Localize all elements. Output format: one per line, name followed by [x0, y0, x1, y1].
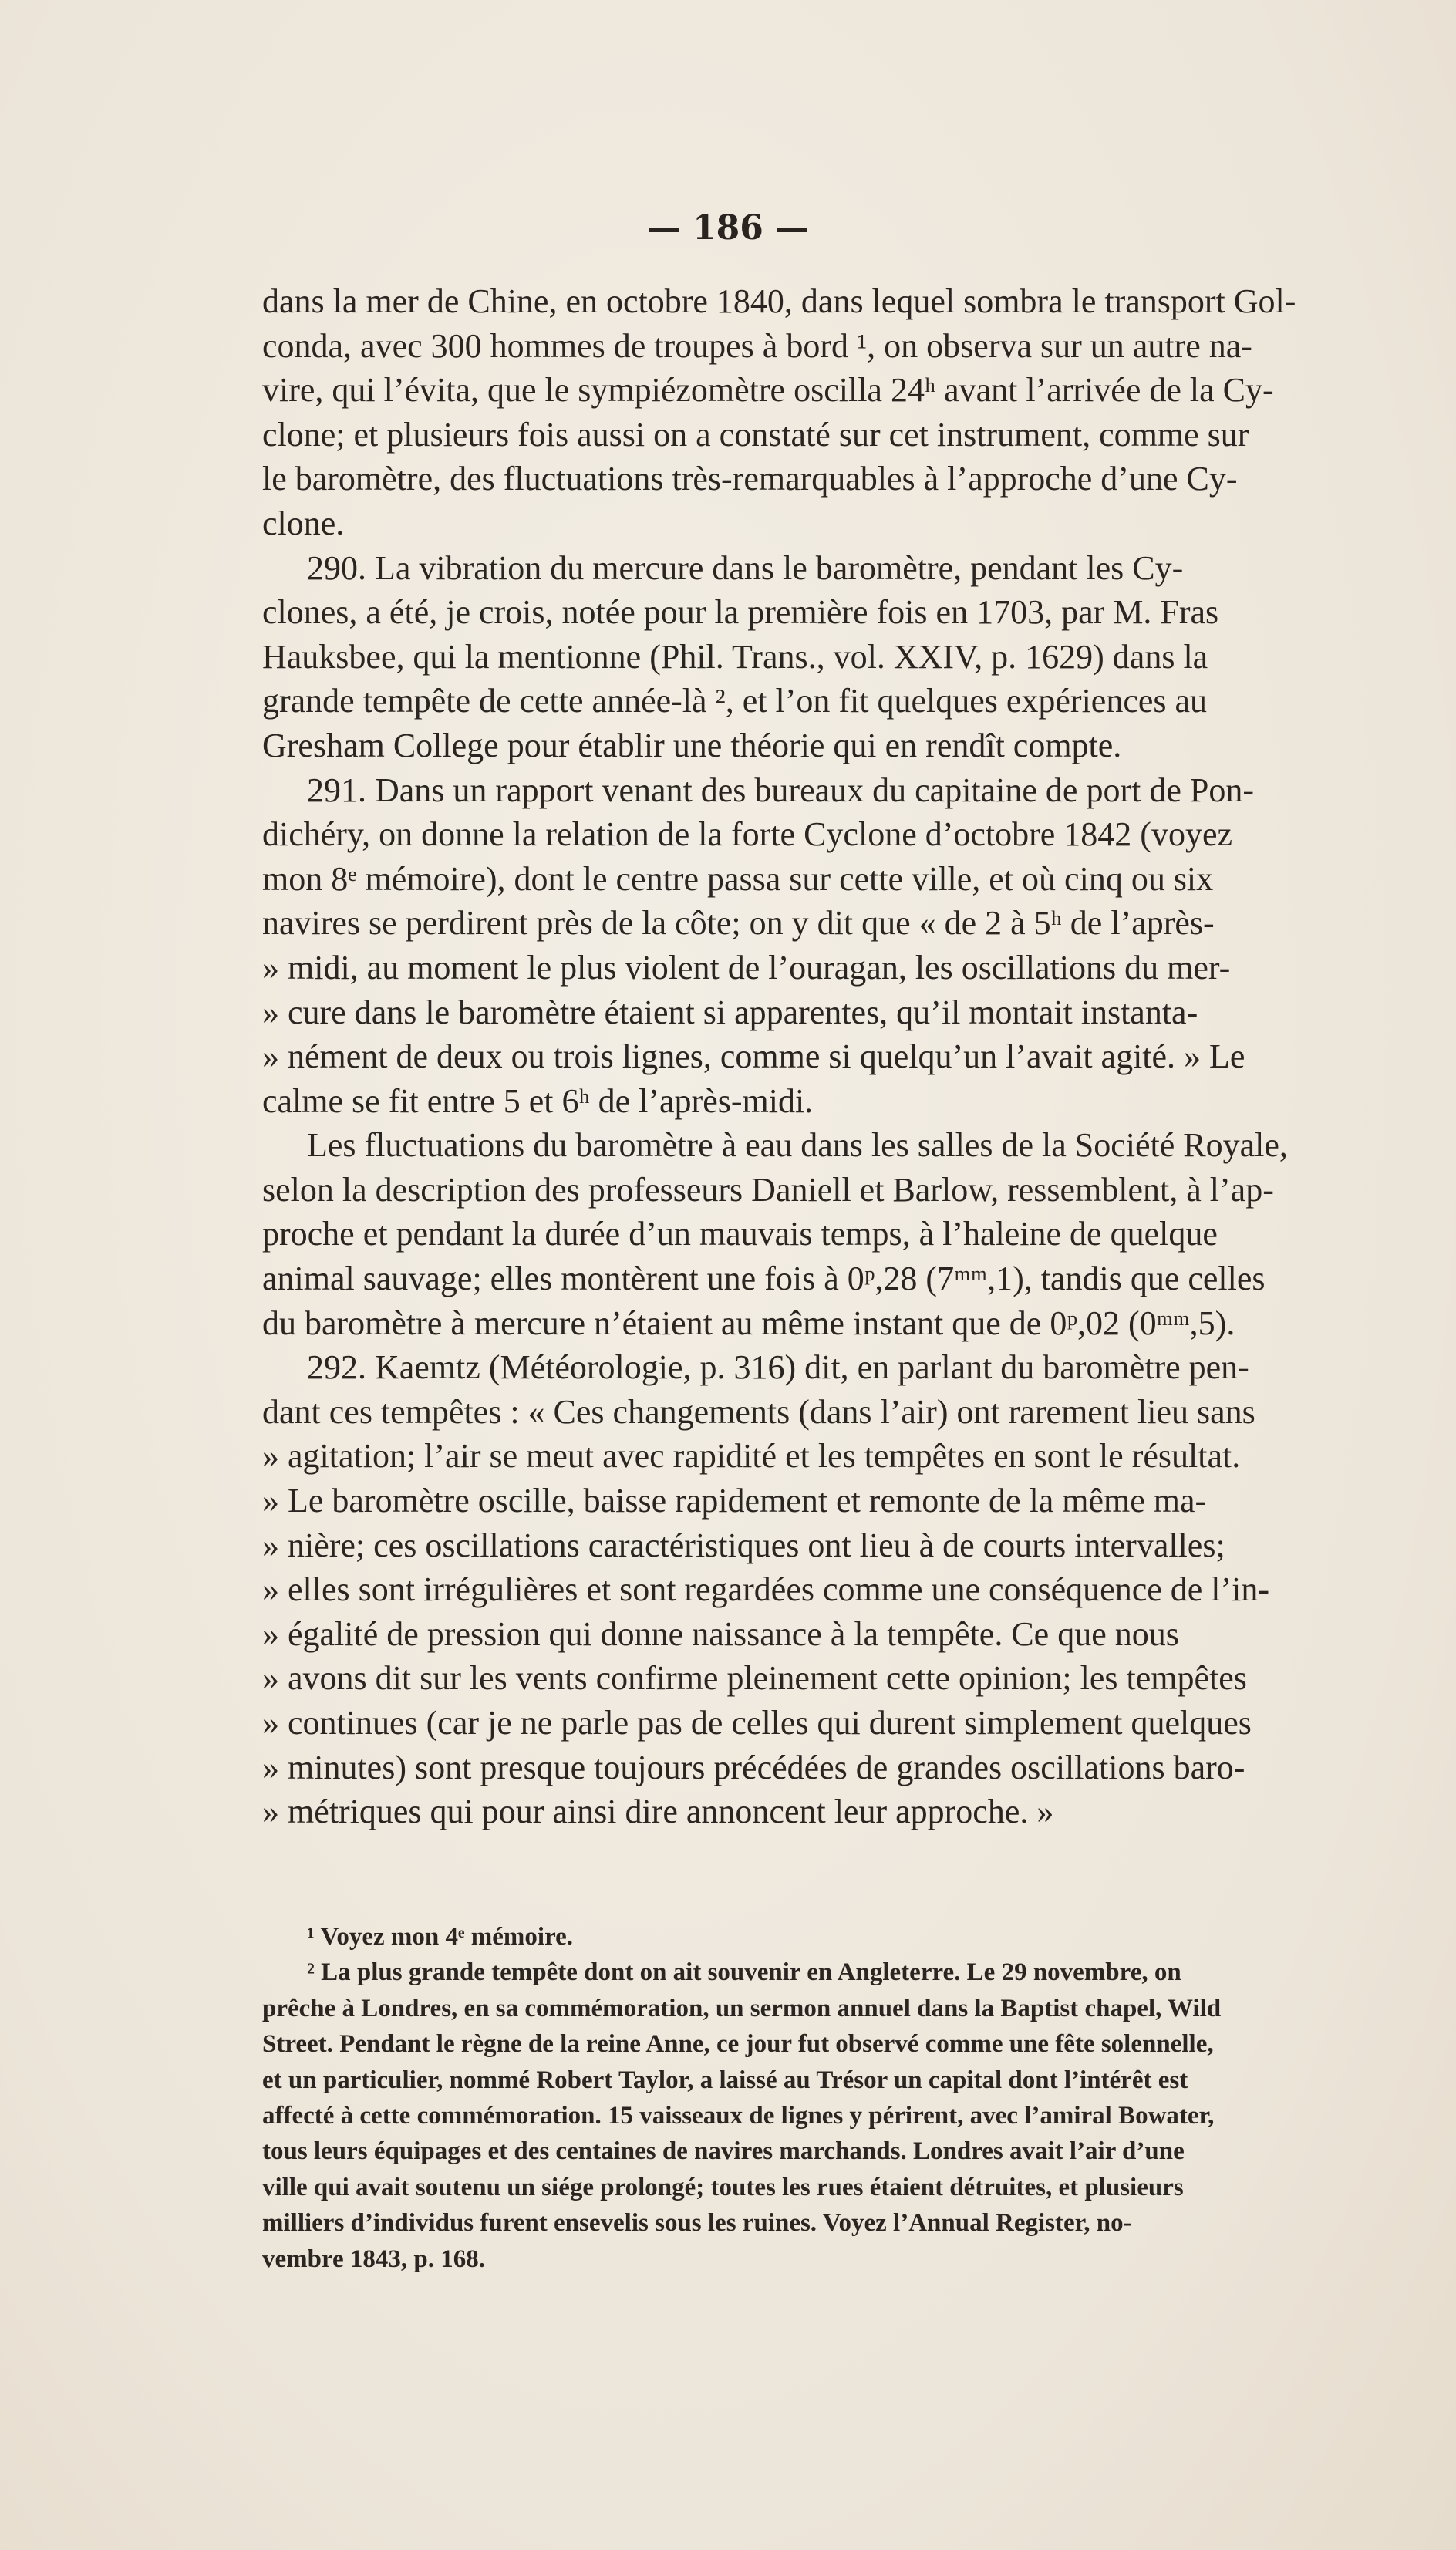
- text-line: du baromètre à mercure n’étaient au même instant que de 0ᵖ,02 (0ᵐᵐ,5).: [262, 1304, 1235, 1342]
- text-line: » nière; ces oscillations caractéristiques ont lieu à de courts intervalles;: [262, 1526, 1225, 1564]
- text-line: » Le baromètre oscille, baisse rapidement et remonte de la même ma-: [262, 1482, 1207, 1520]
- text-line: » avons dit sur les vents confirme pleinement cette opinion; les tempêtes: [262, 1659, 1247, 1698]
- footnote-line: et un particulier, nommé Robert Taylor, a laissé au Trésor un capital dont l’intérêt est: [262, 2066, 1188, 2094]
- text-line: » minutes) sont presque toujours précédées de grandes oscillations baro-: [262, 1748, 1245, 1786]
- footnote-line: milliers d’individus furent ensevelis sous les ruines. Voyez l’Annual Register, no-: [262, 2209, 1132, 2238]
- text-line: proche et pendant la durée d’un mauvais temps, à l’haleine de quelque: [262, 1215, 1218, 1253]
- text-line: vire, qui l’évita, que le sympiézomètre oscilla 24ʰ avant l’arrivée de la Cy-: [262, 371, 1274, 410]
- footnote-1: ¹ Voyez mon 4ᵉ mémoire.: [307, 1923, 574, 1951]
- text-line: » agitation; l’air se meut avec rapidité et les tempêtes en sont le résultat.: [262, 1437, 1241, 1476]
- text-line: clone.: [262, 504, 345, 542]
- text-line: clone; et plusieurs fois aussi on a constaté sur cet instrument, comme sur: [262, 415, 1249, 454]
- footnote-line: prêche à Londres, en sa commémoration, un sermon annuel dans la Baptist chapel, Wild: [262, 1994, 1222, 2022]
- footnote-line: tous leurs équipages et des centaines de navires marchands. Londres avait l’air d’une: [262, 2137, 1185, 2166]
- footnote-line: vembre 1843, p. 168.: [262, 2245, 486, 2273]
- text-line: mon 8ᵉ mémoire), dont le centre passa sur cette ville, et où cinq ou six: [262, 859, 1214, 898]
- text-line: animal sauvage; elles montèrent une fois à 0ᵖ,28 (7ᵐᵐ,1), tandis que celles: [262, 1260, 1266, 1298]
- paragraph-292-start: 292. Kaemtz (Météorologie, p. 316) dit, en parlant du baromètre pen-: [307, 1348, 1249, 1387]
- text-line: » midi, au moment le plus violent de l’ouragan, les oscillations du mer-: [262, 948, 1231, 987]
- page-number: — 186 —: [646, 208, 810, 248]
- text-line: conda, avec 300 hommes de troupes à bord ¹, on observa sur un autre na-: [262, 326, 1252, 365]
- footnote-line: affecté à cette commémoration. 15 vaisseaux de lignes y périrent, avec l’amiral Bowater,: [262, 2101, 1215, 2130]
- footnotes: [262, 1919, 1419, 2277]
- paragraph-fluctuations-start: Les fluctuations du baromètre à eau dans les salles de la Société Royale,: [307, 1126, 1288, 1165]
- paragraph-290-start: 290. La vibration du mercure dans le baromètre, pendant les Cy-: [307, 548, 1184, 587]
- footnote-2: ² La plus grande tempête dont on ait souvenir en Angleterre. Le 29 novembre, on: [307, 1958, 1181, 1987]
- text-line: calme se fit entre 5 et 6ʰ de l’après-midi.: [262, 1081, 814, 1120]
- text-line: le baromètre, des fluctuations très-remarquables à l’approche d’une Cy-: [262, 460, 1238, 498]
- footnote-line: Street. Pendant le règne de la reine Anne, ce jour fut observé comme une fête solennelle,: [262, 2030, 1214, 2059]
- text-line: » égalité de pression qui donne naissance à la tempête. Ce que nous: [262, 1614, 1179, 1653]
- text-line: dichéry, on donne la relation de la forte Cyclone d’octobre 1842 (voyez: [262, 815, 1233, 854]
- body-text: [262, 279, 1419, 1834]
- text-line: » nément de deux ou trois lignes, comme si quelqu’un l’avait agité. » Le: [262, 1037, 1245, 1076]
- footnote-line: ville qui avait soutenu un siége prolongé; toutes les rues étaient détruites, et plusieurs: [262, 2173, 1184, 2201]
- text-line: » continues (car je ne parle pas de celles qui durent simplement quelques: [262, 1704, 1252, 1742]
- text-line: dans la mer de Chine, en octobre 1840, dans lequel sombra le transport Gol-: [262, 282, 1296, 320]
- text-line: clones, a été, je crois, notée pour la première fois en 1703, par M. Fras: [262, 593, 1219, 632]
- text-line: grande tempête de cette année-là ², et l’on fit quelques expériences au: [262, 682, 1208, 720]
- text-line: navires se perdirent près de la côte; on y dit que « de 2 à 5ʰ de l’après-: [262, 904, 1215, 943]
- text-line: Hauksbee, qui la mentionne (Phil. Trans., vol. XXIV, p. 1629) dans la: [262, 637, 1208, 676]
- text-line: selon la description des professeurs Daniell et Barlow, ressemblent, à l’ap-: [262, 1170, 1274, 1209]
- text-line: » métriques qui pour ainsi dire annoncent leur approche. »: [262, 1793, 1054, 1831]
- text-line: dant ces tempêtes : « Ces changements (dans l’air) ont rarement lieu sans: [262, 1392, 1255, 1431]
- text-line: Gresham College pour établir une théorie qui en rendît compte.: [262, 726, 1122, 764]
- text-line: » elles sont irrégulières et sont regardées comme une conséquence de l’in-: [262, 1570, 1270, 1609]
- text-line: » cure dans le baromètre étaient si apparentes, qu’il montait instanta-: [262, 993, 1198, 1031]
- paragraph-291-start: 291. Dans un rapport venant des bureaux du capitaine de port de Pon-: [307, 771, 1254, 809]
